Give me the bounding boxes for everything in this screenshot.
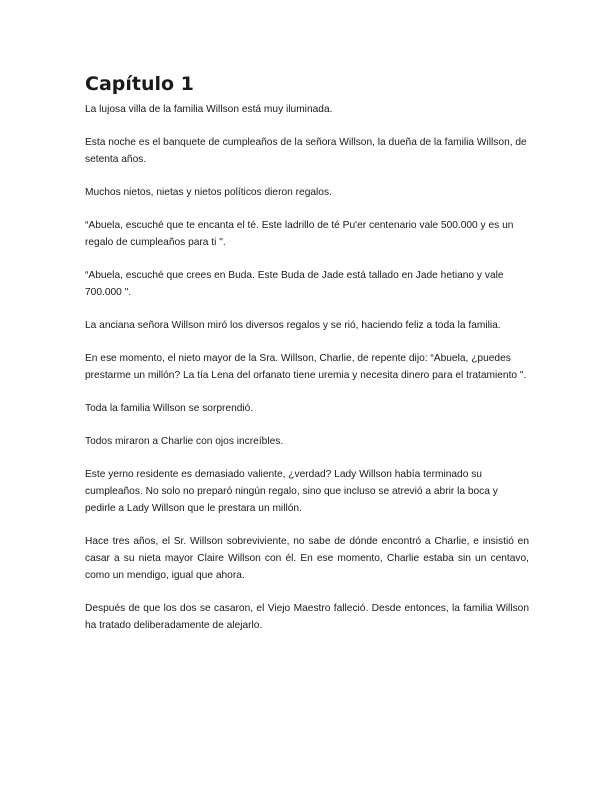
paragraph: Toda la familia Willson se sorprendió. [85,403,254,414]
paragraph: “Abuela, escuché que te encanta el té. Este ladrillo de té Pu'er centenario vale 500.000 y es un regalo de cumpleaños para ti ". [85,220,514,248]
paragraph: La anciana señora Willson miró los diversos regalos y se rió, haciendo feliz a toda la familia. [85,320,501,331]
paragraph: Después de que los dos se casaron, el Viejo Maestro falleció. Desde entonces, la familia Willson ha tratado deliberadamente de alejarlo. [85,603,529,631]
paragraph: Este yerno residente es demasiado valiente, ¿verdad? Lady Willson había terminado su cumpleaños. No solo no preparó ningún regalo, sino que incluso se atrevió a abrir la boca y pedirle a Lady Willson que le prestara un millón. [85,469,498,514]
paragraph: “Abuela, escuché que crees en Buda. Este Buda de Jade está tallado en Jade hetiano y vale 700.000 ". [85,270,504,298]
paragraph: Muchos nietos, nietas y nietos políticos dieron regalos. [85,187,332,198]
paragraph: Esta noche es el banquete de cumpleaños de la señora Willson, la dueña de la familia Willson, de setenta años. [85,137,527,165]
chapter-title: Capítulo 1 [85,73,194,95]
document-page [85,72,529,650]
paragraph: Hace tres años, el Sr. Willson sobreviviente, no sabe de dónde encontró a Charlie, e insistió en casar a su nieta mayor Claire Willson con él. En ese momento, Charlie estaba sin un centavo, como un mendigo, igual que ahora. [85,536,529,581]
paragraph: La lujosa villa de la familia Willson está muy iluminada. [85,104,333,115]
paragraph: En ese momento, el nieto mayor de la Sra. Willson, Charlie, de repente dijo: “Abuela, ¿puedes prestarme un millón? La tía Lena del orfanato tiene uremia y necesita dinero para el tratamiento ". [85,353,527,381]
paragraph: Todos miraron a Charlie con ojos increíbles. [85,436,284,447]
